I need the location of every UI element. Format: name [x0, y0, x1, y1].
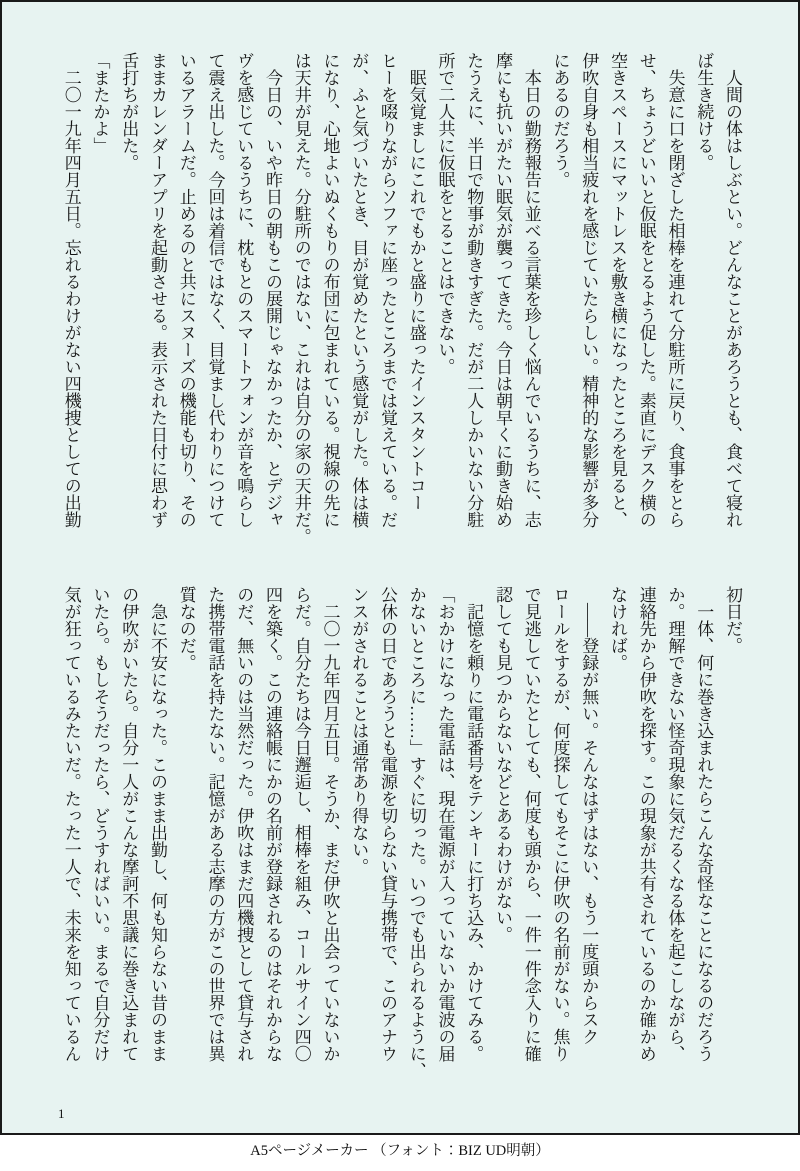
- text-column: 今日の、いや昨日の朝もこの展開じゃなかったか、とデジャ: [263, 52, 282, 528]
- text-column: かないところに……」すぐに切った。いつでも出られるように、: [406, 586, 426, 1079]
- text-column: が、ふと気づいたとき、目が覚めたという感覚がした。体は横: [349, 52, 369, 528]
- text-block-top: [52, 52, 746, 545]
- text-column: 伊吹自身も相当疲れを感じていたらしい。精神的な影響が多分: [579, 52, 599, 528]
- text-column: いたら。もしそうだったら、どうすればいい。まるで自分だけ: [90, 586, 110, 1062]
- page-number: 1: [58, 1106, 65, 1121]
- text-column: たうえに、半日で物事が動きすぎた。だが二人しかいない分駐: [464, 52, 484, 528]
- text-column: 「またかよ」: [90, 52, 110, 154]
- text-column: 二〇一九年四月五日。忘れるわけがない四機捜としての出勤: [61, 52, 81, 528]
- text-column: らだ。自分たちは今日邂逅し、相棒を組み、コールサイン四〇: [291, 586, 311, 1062]
- text-column: た携帯電話を持たない。記憶がある志摩の方がこの世界では異: [205, 586, 225, 1062]
- text-column: 眠気覚ましにこれでもかと盛りに盛ったインスタントコー: [406, 52, 426, 511]
- text-column: 記憶を頼りに電話番号をテンキーに打ち込み、かけてみる。: [464, 586, 484, 1062]
- text-column: 舌打ちが出た。: [119, 52, 139, 171]
- text-column: 質なのだ。: [176, 586, 196, 671]
- text-column: 失意に口を閉ざした相棒を連れて分駐所に戻り、食事をとら: [665, 52, 685, 528]
- text-column: ロールをするが、何度探してもそこに伊吹の名前がない。焦り: [550, 586, 570, 1062]
- text-column: 人間の体はしぶとい。どんなことがあろうとも、食べて寝れ: [723, 52, 742, 528]
- text-column: 連絡先から伊吹を探す。この現象が共有されているのか確かめ: [636, 586, 656, 1062]
- text-column: 急に不安になった。このまま出勤し、何も知らない昔のまま: [148, 586, 167, 1062]
- text-column: 四を築く。この連絡帳にかの名前が登録されるのはそれからな: [263, 586, 282, 1062]
- text-column: 空きスペースにマットレスを敷き横になったところを見ると、: [608, 52, 627, 528]
- text-column: か。理解できない怪奇現象に気だるくなる体を起こしながら、: [665, 586, 685, 1062]
- text-column: ままカレンダーアプリを起動させる。表示された日付に思わず: [148, 52, 167, 528]
- text-column: にあるのだろう。: [550, 52, 570, 188]
- text-column: ば生き続ける。: [694, 52, 714, 171]
- text-column: 「おかけになった電話は、現在電源が入っていないか電波の届: [435, 586, 455, 1062]
- text-column: せ、ちょうどいいと仮眠をとるよう促した。素直にデスク横の: [636, 52, 656, 528]
- text-block-bottom: [52, 586, 746, 1079]
- footer-caption: A5ページメーカー （フォント：BIZ UD明朝）: [250, 1143, 550, 1159]
- text-column: 気が狂っているみたいだ。たった一人で、未来を知っているん: [61, 586, 81, 1062]
- text-column: ヒーを啜りながらソファに座ったところまでは覚えている。だ: [378, 52, 397, 528]
- text-column: 公休の日であろうとも電源を切らない貸与携帯で、このアナウ: [378, 586, 397, 1062]
- text-column: 認しても見つからないなどとあるわけがない。: [493, 586, 512, 943]
- text-column: ヴを感じているうちに、枕もとのスマートフォンが音を鳴らし: [234, 52, 254, 528]
- text-column: 所で二人共に仮眠をとることはできない。: [435, 52, 455, 375]
- text-column: のだ、無いのは当然だった。伊吹はまだ四機捜として貸与され: [234, 586, 254, 1062]
- text-column: 二〇一九年四月五日。そうか、まだ伊吹と出会っていないか: [320, 586, 340, 1062]
- text-column: ――登録が無い。そんなはずはない、もう一度頭からスク: [579, 586, 599, 1045]
- text-column: は天井が見えた。分駐所のではない、これは自分の家の天井だ。: [291, 52, 311, 545]
- text-column: なければ。: [608, 586, 627, 671]
- text-column: 初日だ。: [723, 586, 742, 654]
- text-column: ンスがされることは通常あり得ない。: [349, 586, 369, 875]
- text-column: 摩にも抗いがたい眠気が襲ってきた。今日は朝早くに動き始め: [493, 52, 512, 528]
- text-column: になり、心地よいぬくもりの布団に包まれている。視線の先に: [320, 52, 340, 528]
- text-column: いるアラームだ。止めるのと共にスヌーズの機能も切り、その: [176, 52, 196, 528]
- text-column: で見逃していたとしても、何度も頭から、一件一件念入りに確: [521, 586, 541, 1062]
- text-column: て震え出した。今回は着信ではなく、目覚まし代わりにつけて: [205, 52, 225, 528]
- text-column: 一体、何に巻き込まれたらこんな奇怪なことになるのだろう: [694, 586, 714, 1062]
- text-column: 本日の勤務報告に並べる言葉を珍しく悩んでいるうちに、志: [521, 52, 541, 528]
- text-column: の伊吹がいたら。自分一人がこんな摩訶不思議に巻き込まれて: [119, 586, 139, 1062]
